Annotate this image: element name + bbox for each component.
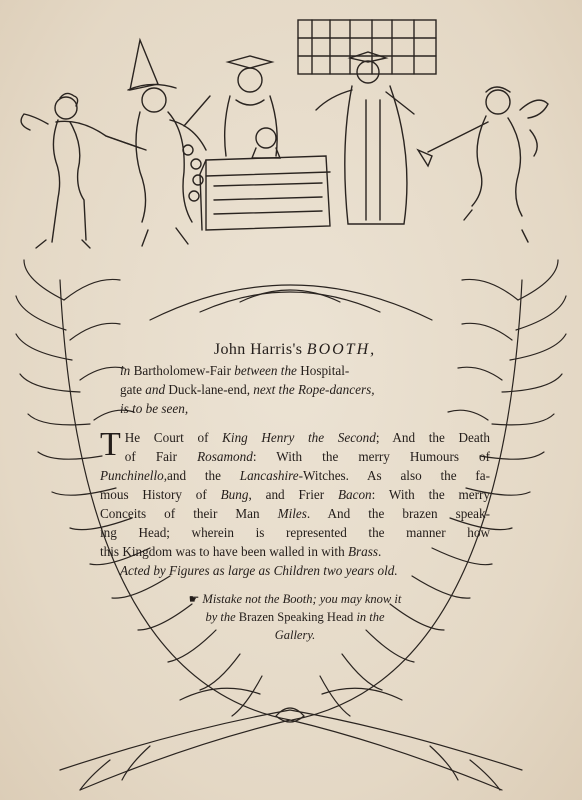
table-with-brazen-head (200, 128, 330, 230)
text-run: Brass (347, 544, 379, 559)
body-line-4 (100, 485, 490, 504)
text-run: , and Frier (248, 487, 338, 502)
text-run: Bartholomew-Fair (133, 363, 235, 378)
punchinello-figure (128, 40, 210, 246)
drop-cap: T (100, 426, 121, 463)
text-run: next the Rope-dancers, (253, 382, 375, 397)
text-run: ing Head; wherein is represented the manner how (100, 525, 490, 540)
text-run: : With the merry (371, 487, 490, 502)
location-line-2 (100, 380, 490, 399)
text-run: of Fair (124, 449, 198, 464)
text-run: Gallery. (274, 628, 316, 642)
body-line-2 (100, 447, 490, 466)
text-run: in the (356, 610, 385, 624)
text-run: gate (120, 382, 146, 397)
cupid-right-figure (418, 87, 548, 242)
text-run: in (120, 363, 134, 378)
text-run: Bung (220, 487, 249, 502)
playbill-text (100, 340, 490, 644)
notice-line-3 (100, 626, 490, 644)
text-run: ,and the (163, 468, 240, 483)
cupid-left-figure (21, 93, 146, 248)
location-lines (100, 361, 490, 418)
location-line-3 (100, 399, 490, 418)
text-run: between the (234, 363, 301, 378)
notice-block (100, 590, 490, 644)
text-run: : With the merry Humours of (252, 449, 491, 464)
text-run: . (378, 544, 382, 559)
text-run: -Witches. As also the fa- (298, 468, 490, 483)
notice-line-2 (100, 608, 490, 626)
text-run: this Kingdom was to have been walled in with (100, 544, 348, 559)
text-run: He Court of (124, 430, 223, 445)
text-run: Hospital- (300, 363, 350, 378)
text-run: Bacon (337, 487, 372, 502)
body-line-1 (100, 428, 490, 447)
text-run: . And the brazen speak- (306, 506, 490, 521)
text-run: is to be seen, (120, 401, 189, 416)
playbill-title (100, 340, 490, 359)
text-run: King Henry the Second (222, 430, 376, 445)
location-line-1 (100, 361, 490, 380)
text-run: Lancashire (239, 468, 299, 483)
doctor-figure (225, 56, 277, 156)
text-run: Punchinello (100, 468, 164, 483)
pointing-hand-icon: ☛ (188, 592, 203, 606)
title-name: John Harris's (213, 341, 303, 358)
body-line-3 (100, 466, 490, 485)
body-paragraph (100, 428, 490, 580)
text-run: Mistake not the Booth; you may know it (202, 592, 402, 606)
body-line-5 (100, 504, 490, 523)
text-run: Brazen Speaking Head (238, 610, 357, 624)
text-run: ; And the Death (375, 430, 490, 445)
text-run: Miles (277, 506, 307, 521)
notice-line-1 (100, 590, 490, 608)
title-booth: BOOTH, (306, 341, 377, 358)
friar-with-bookshelf (298, 20, 436, 224)
text-run: mous History of (100, 487, 221, 502)
text-run: and (145, 382, 169, 397)
text-run: Conceits of their Man (100, 506, 278, 521)
acted-line: Acted by Figures as large as Children two years old. (120, 563, 398, 578)
text-run: Duck-lane-end, (168, 382, 254, 397)
body-line-6 (100, 523, 490, 542)
body-line-7 (100, 542, 490, 561)
text-run: by the (205, 610, 239, 624)
text-run: Rosamond (197, 449, 253, 464)
